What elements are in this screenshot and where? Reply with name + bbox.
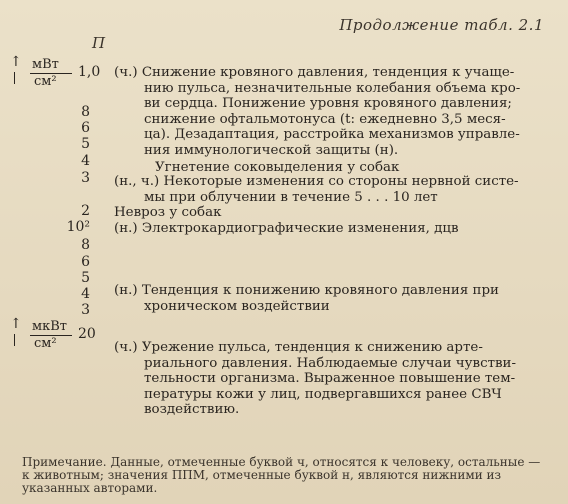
entry-line: ца). Дезадаптация, расстройка механизмов управле- <box>144 127 520 142</box>
scale-tick: 6 <box>81 254 90 270</box>
scale-tick: 3 <box>81 170 90 186</box>
entry-line: (н., ч.) Некоторые изменения со стороны нервной систе- <box>114 174 519 189</box>
entry-line: (н.) Тенденция к понижению кровяного давления при <box>114 283 499 298</box>
entry-3 <box>114 174 519 205</box>
unit-denominator: см² <box>34 336 57 351</box>
scale-tick: 8 <box>81 237 90 253</box>
scale-tick: 4 <box>81 286 90 302</box>
scale-tick: 3 <box>81 302 90 318</box>
entry-line: ви сердца. Понижение уровня кровяного давления; <box>144 96 512 111</box>
unit-numerator: мкВт <box>32 319 67 334</box>
scale-tick: 5 <box>81 270 90 286</box>
up-arrow-icon: ↑ <box>10 54 22 70</box>
scale-tick: 6 <box>81 120 90 136</box>
unit-denominator: см² <box>34 74 57 89</box>
scale-value: 20 <box>78 326 96 342</box>
up-arrow-icon: ↑ <box>10 316 22 332</box>
entry-line: воздействию. <box>144 402 240 417</box>
entry-line: ния иммунологической защиты (н). <box>144 142 399 158</box>
scale-tick: 2 <box>81 203 90 219</box>
scale-tick: 8 <box>81 104 90 120</box>
entry-7 <box>114 340 516 418</box>
entry-2: Угнетение соковыделения у собак <box>155 160 400 175</box>
entry-line: мы при облучении в течение 5 . . . 10 лет <box>144 189 438 205</box>
scale-tick: 10² <box>66 219 90 235</box>
footnote: Примечание. Данные, отмеченные буквой ч, относятся к человеку, остальные — к животным; значения ППМ, отмеченные буквой н, являются нижними из указанных авторами. <box>22 455 541 495</box>
column-head: П <box>92 34 106 52</box>
entry-6 <box>114 283 499 314</box>
entry-line: риального давления. Наблюдаемые случаи чувстви- <box>144 355 516 371</box>
entry-5: (н.) Электрокардиографические изменения, дцв <box>114 221 459 236</box>
entry-line: тельности организма. Выраженное повышение тем- <box>144 371 516 386</box>
entry-line: нию пульса, незначительные колебания объема кро- <box>144 80 521 96</box>
table-continuation-header: Продолжение табл. 2.1 <box>339 16 544 34</box>
scale-tick: 5 <box>81 136 90 152</box>
entry-line: (ч.) Снижение кровяного давления, тенденция к учаще- <box>114 65 515 80</box>
entry-line: пературы кожи у лиц, подвергавшихся ранее СВЧ <box>144 386 502 402</box>
entry-line: снижение офтальмотонуса (t: ежедневно 3,5 меся- <box>144 111 506 127</box>
entry-line: (ч.) Урежение пульса, тенденция к снижению арте- <box>114 340 483 355</box>
divider <box>14 72 15 84</box>
scale-value: 1,0 <box>78 64 101 80</box>
entry-4: Невроз у собак <box>114 205 222 220</box>
entry-line: хроническом воздействии <box>144 298 330 314</box>
scale-tick: 4 <box>81 153 90 169</box>
entry-1 <box>114 65 520 158</box>
unit-numerator: мВт <box>32 57 59 72</box>
divider <box>14 334 15 346</box>
